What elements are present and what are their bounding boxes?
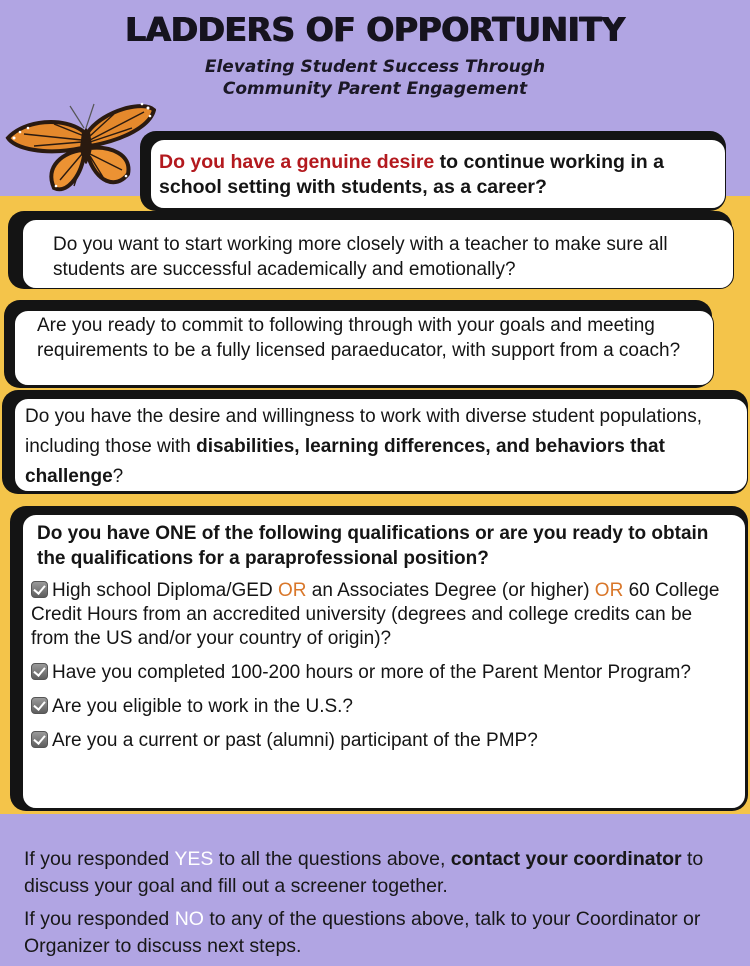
question-1-text: Do you have a genuine desire to continue working in a school setting with students, as a career? bbox=[159, 151, 664, 198]
monarch-butterfly-icon bbox=[4, 96, 156, 196]
qualification-item-education: High school Diploma/GED OR an Associates Degree (or higher) OR 60 College Credit Hours from an accredited university (degrees and college credits can be from the US and/or your country of origin)? bbox=[31, 580, 720, 649]
footer-instructions bbox=[24, 846, 724, 960]
question-3-text: Are you ready to commit to following through with your goals and meeting requirements to be a fully licensed paraeducator, with support from a coach? bbox=[37, 315, 681, 361]
qualifications-card bbox=[10, 506, 748, 811]
footer-no-instruction: If you responded NO to any of the questions above, talk to your Coordinator or Organizer to discuss next steps. bbox=[24, 908, 701, 957]
question-2-text: Do you want to start working more closely with a teacher to make sure all students are successful academically and emotionally? bbox=[53, 234, 668, 280]
qualification-item-pmp-participant: Are you a current or past (alumni) participant of the PMP? bbox=[31, 729, 727, 753]
question-4-text: Do you have the desire and willingness to work with diverse student populations, including those with disabilities, learning differences, and behaviors that challenge? bbox=[25, 406, 702, 487]
question-card-3 bbox=[4, 300, 712, 388]
checkbox-checked-icon[interactable] bbox=[31, 663, 48, 680]
question-card-4 bbox=[2, 390, 748, 494]
qualification-item-pmp-hours: Have you completed 100-200 hours or more of the Parent Mentor Program? bbox=[31, 661, 727, 685]
footer-yes-instruction: If you responded YES to all the questions above, contact your coordinator to discuss your goal and fill out a screener together. bbox=[24, 848, 704, 897]
question-card-2 bbox=[8, 211, 732, 289]
question-card-1 bbox=[140, 131, 726, 211]
page-title: LADDERS OF OPPORTUNITY bbox=[125, 10, 625, 49]
checkbox-checked-icon[interactable] bbox=[31, 731, 48, 748]
checkbox-checked-icon[interactable] bbox=[31, 581, 48, 598]
qualifications-heading: Do you have ONE of the following qualifications or are you ready to obtain the qualifications for a paraprofessional position? bbox=[37, 523, 709, 569]
page-subtitle: Elevating Student Success Through Community Parent Engagement bbox=[204, 57, 546, 99]
qualification-item-work-eligibility: Are you eligible to work in the U.S.? bbox=[31, 695, 727, 719]
checkbox-checked-icon[interactable] bbox=[31, 697, 48, 714]
